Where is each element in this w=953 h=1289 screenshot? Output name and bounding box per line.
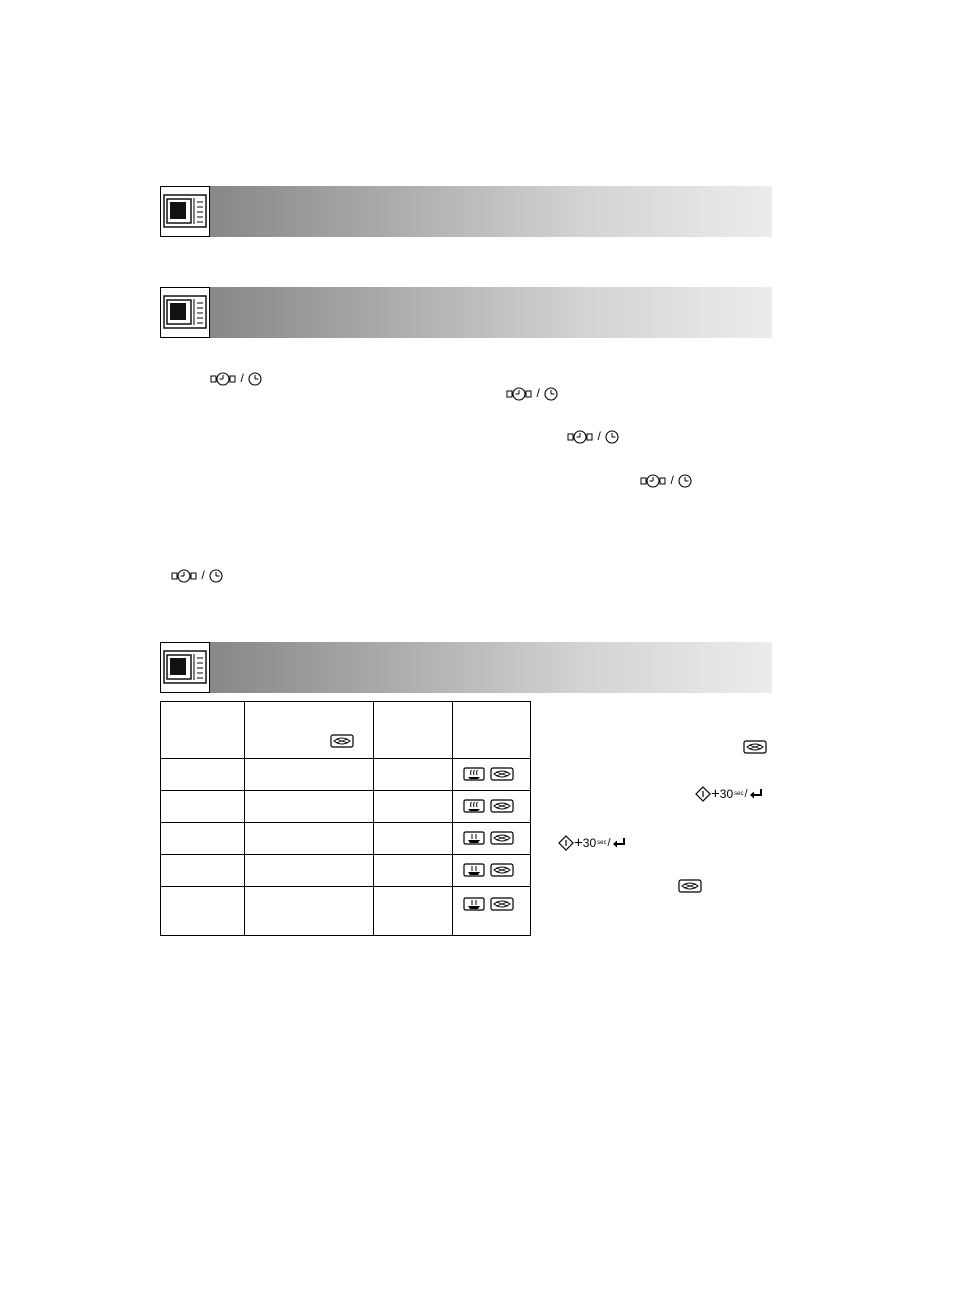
table-header-row (161, 702, 531, 759)
start-diamond-icon (695, 786, 711, 802)
start-sec: sec (734, 790, 744, 797)
bowl-dish-icon (463, 831, 485, 845)
microwave-oven-icon (160, 287, 210, 338)
clock-separator: / (536, 386, 540, 400)
clock-key-icon (567, 430, 593, 444)
section-band-1 (160, 186, 772, 237)
table-row (161, 791, 531, 823)
bowl-dish-icon (463, 863, 485, 877)
table-header-cell (374, 702, 453, 759)
clock-separator: / (201, 568, 205, 582)
microwave-oven-icon (160, 186, 210, 237)
clock-icon (248, 372, 262, 386)
bowl-dish-icon (463, 897, 485, 911)
clock-icon (544, 387, 558, 401)
table-row (161, 823, 531, 855)
clock-key-icon (506, 387, 532, 401)
grill-rack-icon (678, 879, 702, 893)
microwave-oven-icon (160, 642, 210, 693)
table-header-cell (161, 702, 245, 759)
clock-symbol-group (567, 430, 619, 449)
start-plus: + (711, 785, 720, 803)
clock-symbol-group (506, 387, 558, 406)
steam-dish-icon (463, 767, 485, 781)
grill-rack-icon (490, 831, 514, 845)
table-row (161, 759, 531, 791)
clock-separator: / (670, 473, 674, 487)
clock-separator: / (240, 371, 244, 385)
start-slash: / (607, 836, 611, 849)
table-row (161, 887, 531, 936)
section-band-2 (160, 287, 772, 338)
grill-rack-icon (490, 897, 514, 911)
table-header-cell (453, 702, 531, 759)
grill-rack-icon (490, 863, 514, 877)
start-plus30-symbol (558, 834, 626, 852)
clock-key-icon (171, 569, 197, 583)
clock-key-icon (210, 372, 236, 386)
grill-rack-icon (330, 734, 354, 748)
clock-symbol-group (640, 474, 692, 493)
enter-arrow-icon (749, 788, 763, 800)
clock-symbol-group (210, 372, 262, 391)
section-band-3 (160, 642, 772, 693)
steam-dish-icon (463, 799, 485, 813)
grill-rack-icon (743, 740, 767, 754)
clock-icon (678, 474, 692, 488)
grill-rack-icon (490, 799, 514, 813)
table-header-cell (245, 702, 374, 759)
start-plus: + (574, 834, 583, 852)
enter-arrow-icon (612, 837, 626, 849)
clock-icon (209, 569, 223, 583)
grill-rack-icon (490, 767, 514, 781)
clock-icon (605, 430, 619, 444)
accessory-table (160, 701, 531, 936)
clock-symbol-group (171, 569, 223, 588)
start-30: 30 (582, 835, 597, 850)
table-row (161, 855, 531, 887)
start-30: 30 (719, 786, 734, 801)
clock-separator: / (597, 429, 601, 443)
start-sec: sec (597, 839, 607, 846)
start-diamond-icon (558, 835, 574, 851)
clock-key-icon (640, 474, 666, 488)
start-plus30-symbol (695, 785, 763, 803)
start-slash: / (744, 787, 748, 800)
